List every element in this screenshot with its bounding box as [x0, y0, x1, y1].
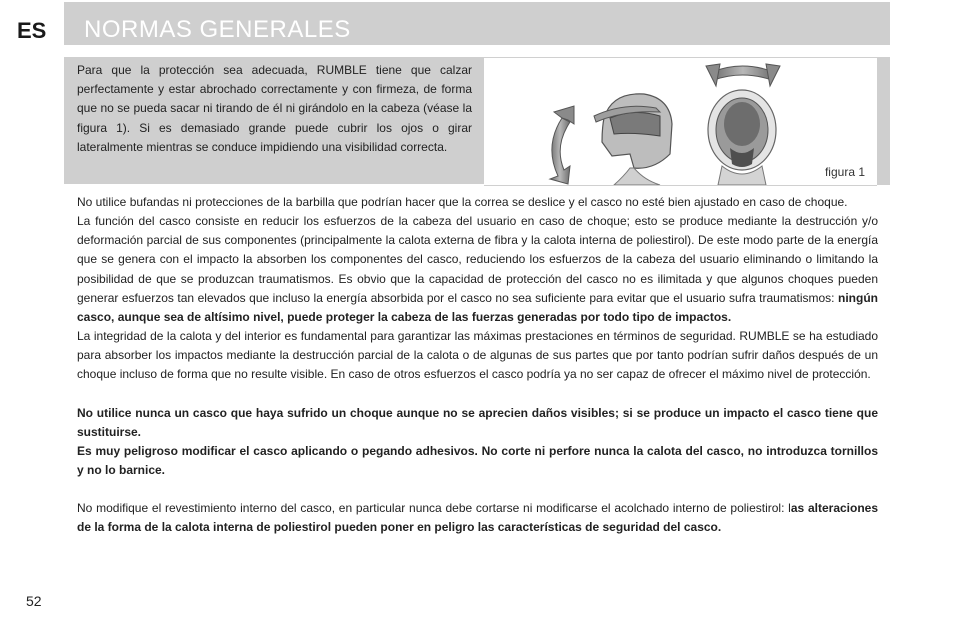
warning-text: Es muy peligroso modificar el casco aplicando o pegando adhesivos. No corte ni perfore nunca la calota del casco, no introduzca tornillos y no lo barnice. [77, 443, 878, 478]
paragraph-text: No modifique el revestimiento interno del casco, en particular nunca debe cortarse ni modificarse el acolchado interno de poliestirol: l [77, 501, 791, 516]
figure-1 [484, 57, 877, 186]
helmet-front-icon [708, 90, 776, 185]
paragraph: No utilice bufandas ni protecciones de la barbilla que podrían hacer que la correa se deslice y el casco no esté bien ajustado en caso de choque. [77, 195, 848, 209]
spacer [77, 385, 878, 404]
curved-arrow-icon [706, 64, 780, 86]
paragraph [77, 499, 878, 537]
warning-text: as alteraciones de la forma de la calota interna de poliestirol pueden poner en peligro las características de seguridad del casco. [77, 501, 879, 535]
warning-text: ningún casco, aunque sea de altísimo nivel, puede proteger la cabeza de las fuerzas generadas por todo tipo de impactos. [77, 290, 878, 324]
language-code: ES [17, 18, 47, 43]
body-text [77, 193, 878, 538]
intro-text: Para que la protección sea adecuada, RUMBLE tiene que calzar perfectamente y estar abrochado correctamente y con firmeza, de forma que no se pueda sacar ni tirando de él ni girándolo en la cabeza (véase la figura 1). Si es demasiado grande puede cubrir los ojos o girar lateralmente mientras se conduce impidiendo una visibilidad correcta. [77, 63, 472, 154]
figure-caption: figura 1 [824, 165, 865, 179]
spacer [77, 480, 878, 499]
paragraph [77, 212, 878, 327]
helmet-side-icon [594, 94, 672, 185]
warning-paragraph [77, 442, 878, 480]
paragraph-text: La función del casco consiste en reducir los esfuerzos de la cabeza del usuario en caso de choque; esto se produce mediante la destrucción y/o deformación parcial de sus componentes (principalmente la calota externa de fibra y la calota interna de poliestirol). De este modo parte de la energía que se genera con el impacto la absorben los componentes del casco, reduciendo los esfuerzos de la cabeza del usuario eliminando o limitando la posibilidad de que se produzcan traumatismos. Es obvio que la capacidad de protección del casco no es ilimitada y que algunos choques pueden generar esfuerzos tan elevados que incluso la energía absorbida por el casco no sea suficiente para evitar que el usuario sufra traumatismos: [77, 214, 878, 305]
warning-text: No utilice nunca un casco que haya sufrido un choque aunque no se aprecien daños visibles; si se produce un impacto el casco tiene que sustituirse. [77, 405, 878, 439]
intro-box [64, 57, 484, 184]
warning-paragraph [77, 404, 878, 442]
figure-illustration [484, 58, 877, 185]
paragraph: La integridad de la calota y del interior es fundamental para garantizar las máximas prestaciones en términos de seguridad. RUMBLE se ha estudiado para absorber los impactos mediante la destrucción parcial de la calota o de algunas de sus partes que por tanto podrían sufrir daños después de un choque incluso de forma que no resulte visible. En caso de otros esfuerzos el casco podría ya no ser capaz de ofrecer el máximo nivel de protección. [77, 329, 878, 382]
header-bar [64, 2, 890, 45]
figure-side-strip [877, 57, 890, 185]
curved-arrow-icon [550, 106, 574, 184]
page-title: NORMAS GENERALES [84, 16, 351, 43]
page-number: 52 [26, 593, 42, 609]
